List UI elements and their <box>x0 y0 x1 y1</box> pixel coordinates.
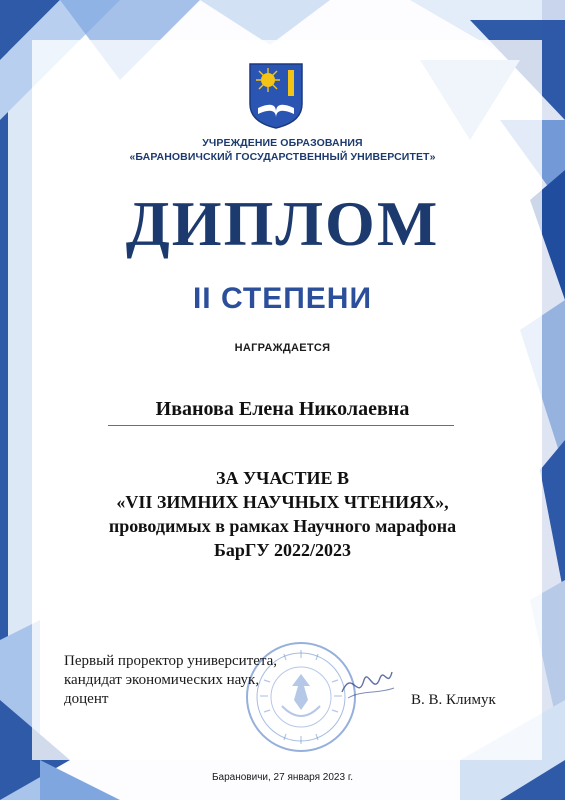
award-reason <box>0 466 565 562</box>
handwritten-signature <box>338 662 396 704</box>
degree-label: II СТЕПЕНИ <box>192 282 373 315</box>
university-emblem-icon <box>248 62 304 130</box>
diploma-title: ДИПЛОМ <box>125 188 440 259</box>
signatory-title-line: кандидат экономических наук, <box>64 672 260 688</box>
signatory-title <box>64 652 277 709</box>
signatory-title-line: доцент <box>64 691 109 707</box>
recipient-name: Иванова Елена Николаевна <box>155 398 410 420</box>
reason-line: ЗА УЧАСТИЕ В <box>215 468 350 488</box>
awarded-label: НАГРАЖДАЕТСЯ <box>234 342 331 354</box>
signatory-name: В. В. Климук <box>411 692 496 708</box>
signatory-title-line: Первый проректор университета, <box>64 653 278 669</box>
institution-line-2: «БАРАНОВИЧСКИЙ ГОСУДАРСТВЕННЫЙ УНИВЕРСИТЕТ» <box>129 151 436 163</box>
reason-line: проводимых в рамках Научного марафона <box>108 516 457 536</box>
name-underline <box>108 425 454 426</box>
reason-line: «VII ЗИМНИХ НАУЧНЫХ ЧТЕНИЯХ», <box>116 492 449 512</box>
reason-line: БарГУ 2022/2023 <box>213 540 352 560</box>
institution-line-1: УЧРЕЖДЕНИЕ ОБРАЗОВАНИЯ <box>202 137 363 149</box>
place-and-date: Барановичи, 27 января 2023 г. <box>211 772 354 783</box>
